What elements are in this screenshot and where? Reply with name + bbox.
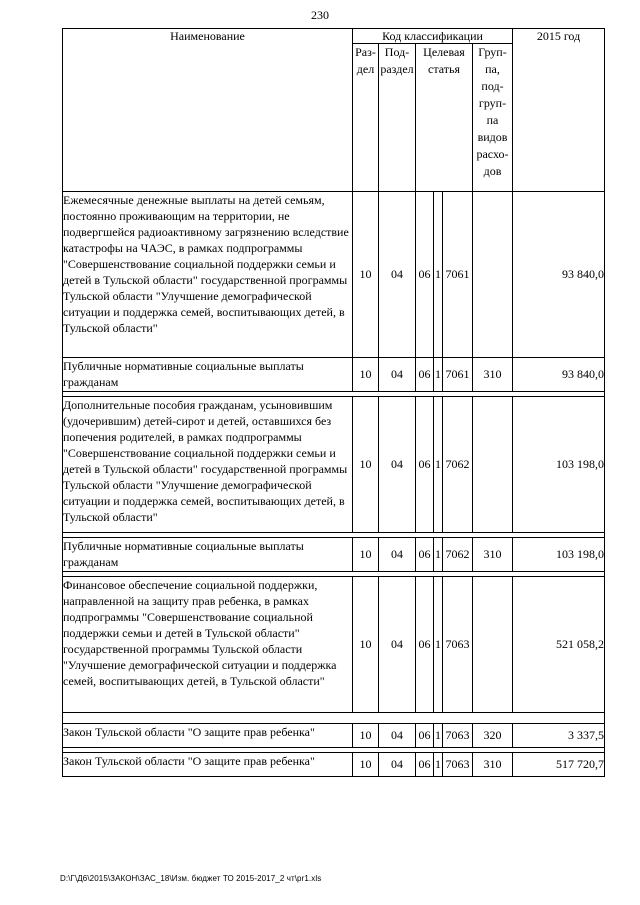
page-number: 230 [311, 8, 329, 22]
row-amount: 103 198,0 [513, 397, 605, 533]
row-target-program: 06 [416, 724, 434, 748]
row-name: Финансовое обеспечение социальной поддержки, направленной на защиту прав ребенка, в рамках подпрограммы "Совершенствование социальной поддержки семьи и детей в Тульской области" государственной программы Тульской области "Улучшение демографической ситуации и поддержка семей, воспитывающих детей, в Тульской области" [63, 577, 353, 713]
budget-table [62, 28, 605, 777]
row-target-program: 06 [416, 577, 434, 713]
row-target-direction: 7063 [443, 724, 473, 748]
file-path-footer: D:\Г\Д6\2015\ЗАКОН\ЗАС_18\Изм. бюджет ТО 2015-2017_2 чт\pr1.xls [60, 874, 322, 883]
row-subsection: 04 [379, 358, 416, 392]
row-target-direction: 7063 [443, 753, 473, 777]
row-subsection: 04 [379, 753, 416, 777]
row-section: 10 [353, 753, 379, 777]
table-row [63, 577, 605, 713]
row-section: 10 [353, 577, 379, 713]
row-amount: 517 720,7 [513, 753, 605, 777]
row-section: 10 [353, 192, 379, 358]
row-spacer [63, 713, 605, 724]
row-expense-group [473, 577, 513, 713]
column-header-expense-group-label: Груп- па, под- груп- па видов расхо- дов [476, 45, 509, 178]
column-header-target-article [416, 44, 473, 192]
row-target-direction: 7061 [443, 192, 473, 358]
row-target-direction: 7062 [443, 397, 473, 533]
row-target-direction: 7063 [443, 577, 473, 713]
table-row [63, 397, 605, 533]
row-name: Закон Тульской области "О защите прав ребенка" [63, 724, 353, 748]
row-target-program: 06 [416, 192, 434, 358]
row-amount: 93 840,0 [513, 358, 605, 392]
row-amount: 3 337,5 [513, 724, 605, 748]
row-target-direction: 7061 [443, 358, 473, 392]
row-name: Закон Тульской области "О защите прав ребенка" [63, 753, 353, 777]
row-expense-group [473, 397, 513, 533]
row-target-direction: 7062 [443, 538, 473, 572]
column-header-expense-group [473, 44, 513, 192]
row-target-program: 06 [416, 397, 434, 533]
column-header-year: 2015 год [513, 29, 605, 192]
row-target-program: 06 [416, 358, 434, 392]
row-target-subprogram: 1 [434, 577, 443, 713]
row-expense-group: 310 [473, 358, 513, 392]
column-header-classification-code: Код классификации [353, 29, 513, 44]
row-target-subprogram: 1 [434, 753, 443, 777]
row-section: 10 [353, 724, 379, 748]
row-section: 10 [353, 358, 379, 392]
row-section: 10 [353, 538, 379, 572]
row-name: Публичные нормативные социальные выплаты гражданам [63, 358, 353, 392]
row-target-subprogram: 1 [434, 538, 443, 572]
column-header-subsection-label: Под- раздел [380, 45, 414, 76]
row-expense-group: 320 [473, 724, 513, 748]
table-row [63, 753, 605, 777]
row-target-subprogram: 1 [434, 724, 443, 748]
row-section: 10 [353, 397, 379, 533]
row-subsection: 04 [379, 192, 416, 358]
row-target-program: 06 [416, 538, 434, 572]
column-header-subsection [379, 44, 416, 192]
row-target-subprogram: 1 [434, 358, 443, 392]
column-header-target-article-label: Целевая статья [423, 45, 465, 76]
table-row [63, 358, 605, 392]
row-expense-group: 310 [473, 753, 513, 777]
row-subsection: 04 [379, 538, 416, 572]
row-target-program: 06 [416, 753, 434, 777]
table-row [63, 538, 605, 572]
row-name: Публичные нормативные социальные выплаты гражданам [63, 538, 353, 572]
row-amount: 93 840,0 [513, 192, 605, 358]
table-row [63, 724, 605, 748]
row-target-subprogram: 1 [434, 397, 443, 533]
row-subsection: 04 [379, 397, 416, 533]
column-header-section [353, 44, 379, 192]
row-name: Ежемесячные денежные выплаты на детей семьям, постоянно проживающим на территории, не подвергшейся радиоактивному загрязнению вследствие катастрофы на ЧАЭС, в рамках подпрограммы "Совершенствование социальной поддержки семьи и детей в Тульской области" государственной программы Тульской области "Улучшение демографической ситуации и поддержка семей, воспитывающих детей, в Тульской области" [63, 192, 353, 358]
row-subsection: 04 [379, 724, 416, 748]
row-name: Дополнительные пособия гражданам, усыновившим (удочерившим) детей-сирот и детей, оставшихся без попечения родителей, в рамках подпрограммы "Совершенствование социальной поддержки семьи и детей в Тульской области" государственной программы Тульской области "Улучшение демографической ситуации и поддержка семей, воспитывающих детей, в Тульской области" [63, 397, 353, 533]
row-amount: 103 198,0 [513, 538, 605, 572]
row-expense-group: 310 [473, 538, 513, 572]
column-header-name: Наименование [63, 29, 353, 192]
row-expense-group [473, 192, 513, 358]
row-subsection: 04 [379, 577, 416, 713]
table-row [63, 192, 605, 358]
row-amount: 521 058,2 [513, 577, 605, 713]
row-target-subprogram: 1 [434, 192, 443, 358]
column-header-section-label: Раз- дел [355, 45, 376, 76]
